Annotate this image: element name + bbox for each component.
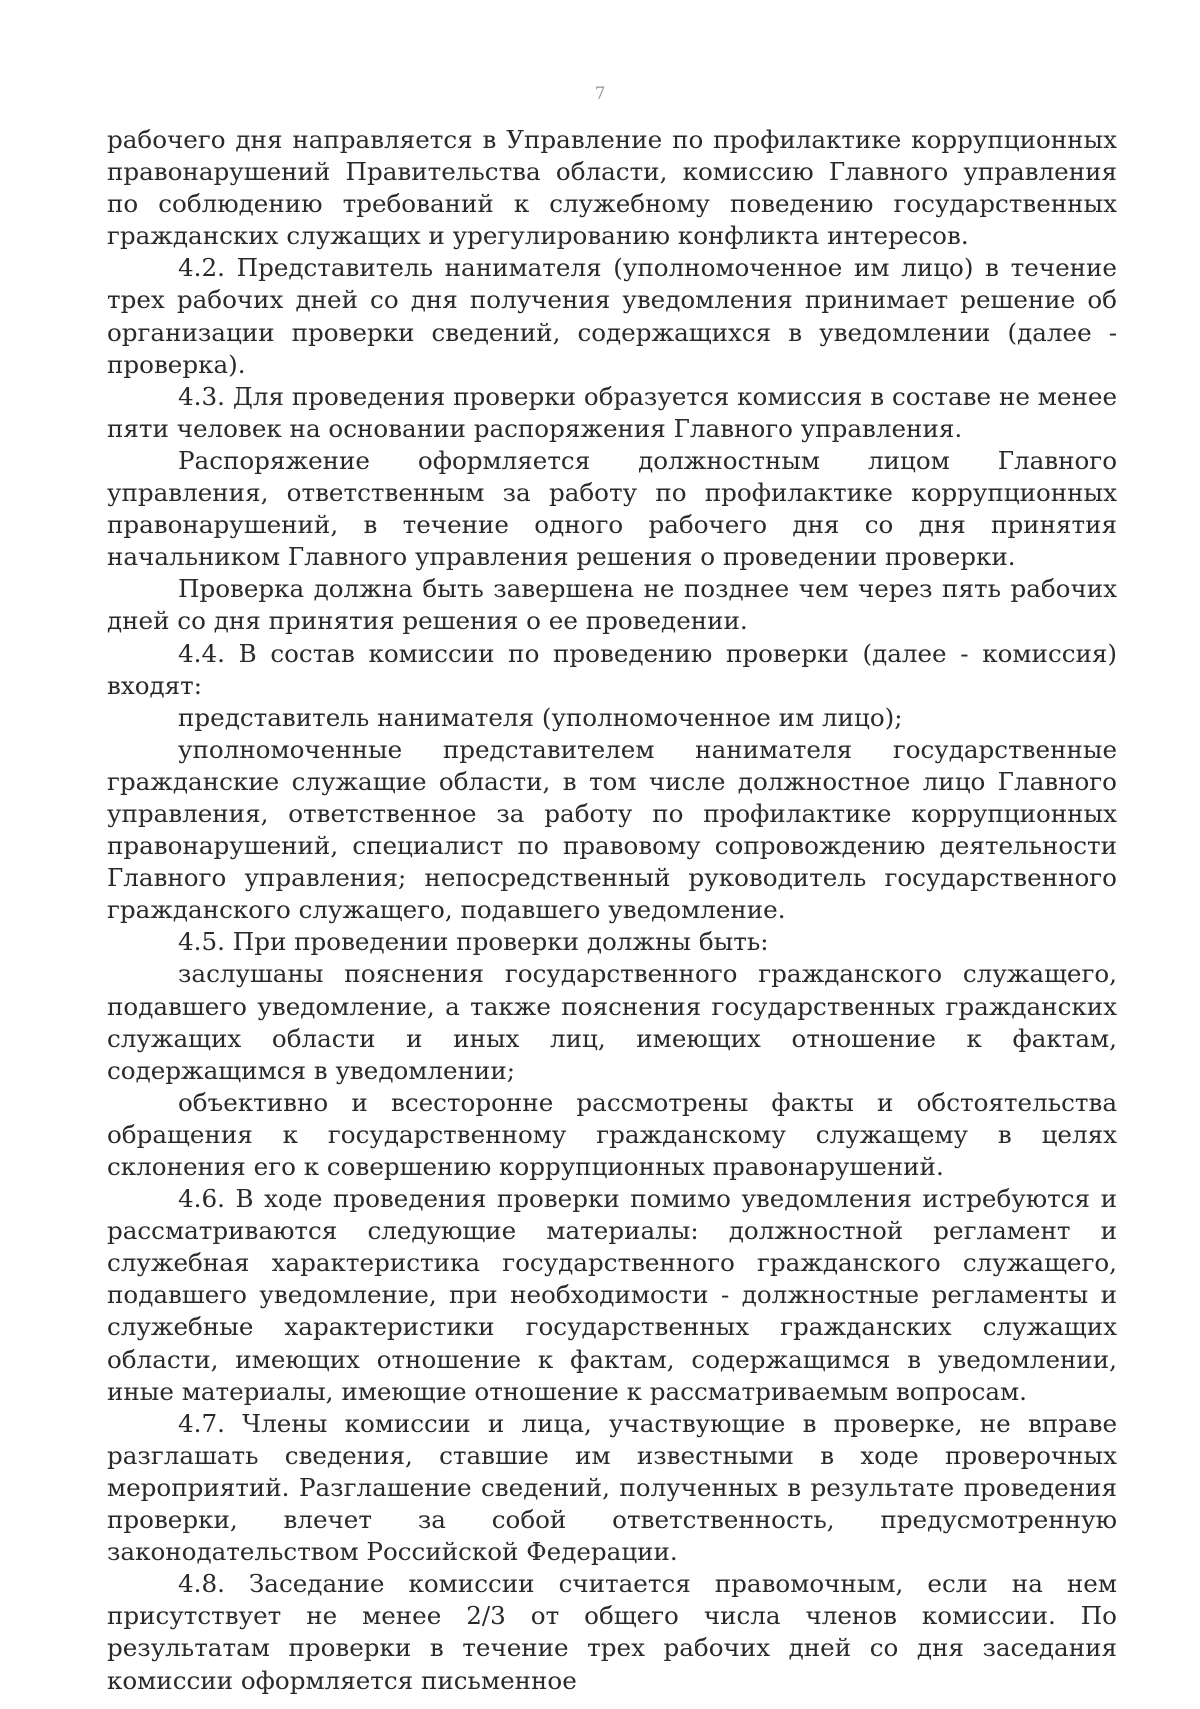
paragraph-continuation: рабочего дня направляется в Управление по профилактике коррупционных правонарушений Правительства области, комиссию Главного управления по соблюдению требований к служебному поведению государственных гражданских служащих и урегулированию конфликта интересов.	[107, 125, 1117, 251]
list-item-explanations-heard: заслушаны пояснения государственного гражданского служащего, подавшего уведомление, а также пояснения государственных гражданских служащих области и иных лиц, имеющих отношение к фактам, содержащимся в уведомлении;	[107, 959, 1117, 1085]
paragraph-order-issuance: Распоряжение оформляется должностным лицом Главного управления, ответственным за работу по профилактике коррупционных правонарушений, в течение одного рабочего дня со дня принятия начальником Главного управления решения о проведении проверки.	[107, 445, 1117, 572]
document-body	[107, 124, 1117, 1697]
paragraph-4-2: 4.2. Представитель нанимателя (уполномоченное им лицо) в течение трех рабочих дней со дня получения уведомления принимает решение об организации проверки сведений, содержащихся в уведомлении (далее - проверка).	[107, 253, 1117, 379]
paragraph-4-3: 4.3. Для проведения проверки образуется комиссия в составе не менее пяти человек на основании распоряжения Главного управления.	[107, 381, 1117, 443]
paragraph-4-4: 4.4. В состав комиссии по проведению проверки (далее - комиссия) входят:	[107, 638, 1117, 700]
paragraph-4-5: 4.5. При проведении проверки должны быть:	[178, 927, 769, 957]
list-item-authorized-servants: уполномоченные представителем нанимателя государственные гражданские служащие области, в том числе должностное лицо Главного управления, ответственное за работу по профилактике коррупционных правонарушений, специалист по правовому сопровождению деятельности Главного управления; непосредственный руководитель государственного гражданского служащего, подавшего уведомление.	[107, 734, 1117, 925]
paragraph-4-6: 4.6. В ходе проведения проверки помимо уведомления истребуются и рассматриваются следующие материалы: должностной регламент и служебная характеристика государственного гражданского служащего, подавшего уведомление, при необходимости - должностные регламенты и служебные характеристики государственных гражданских служащих области, имеющих отношение к фактам, содержащимся в уведомлении, иные материалы, имеющие отношение к рассматриваемым вопросам.	[107, 1184, 1117, 1406]
paragraph-check-deadline: Проверка должна быть завершена не позднее чем через пять рабочих дней со дня принятия решения о ее проведении.	[107, 574, 1117, 636]
list-item-employer-representative: представитель нанимателя (уполномоченное им лицо);	[178, 702, 903, 732]
page-number: 7	[594, 84, 606, 104]
paragraph-4-8: 4.8. Заседание комиссии считается правомочным, если на нем присутствует не менее 2/3 от общего числа членов комиссии. По результатам проверки в течение трех рабочих дней со дня заседания комиссии оформляется письменное	[107, 1569, 1117, 1695]
list-item-facts-reviewed: объективно и всесторонне рассмотрены факты и обстоятельства обращения к государственному гражданскому служащему в целях склонения его к совершению коррупционных правонарушений.	[107, 1087, 1117, 1181]
paragraph-4-7: 4.7. Члены комиссии и лица, участвующие в проверке, не вправе разглашать сведения, ставшие им известными в ходе проверочных мероприятий. Разглашение сведений, полученных в результате проведения проверки, влечет за собой ответственность, предусмотренную законодательством Российской Федерации.	[107, 1408, 1117, 1567]
